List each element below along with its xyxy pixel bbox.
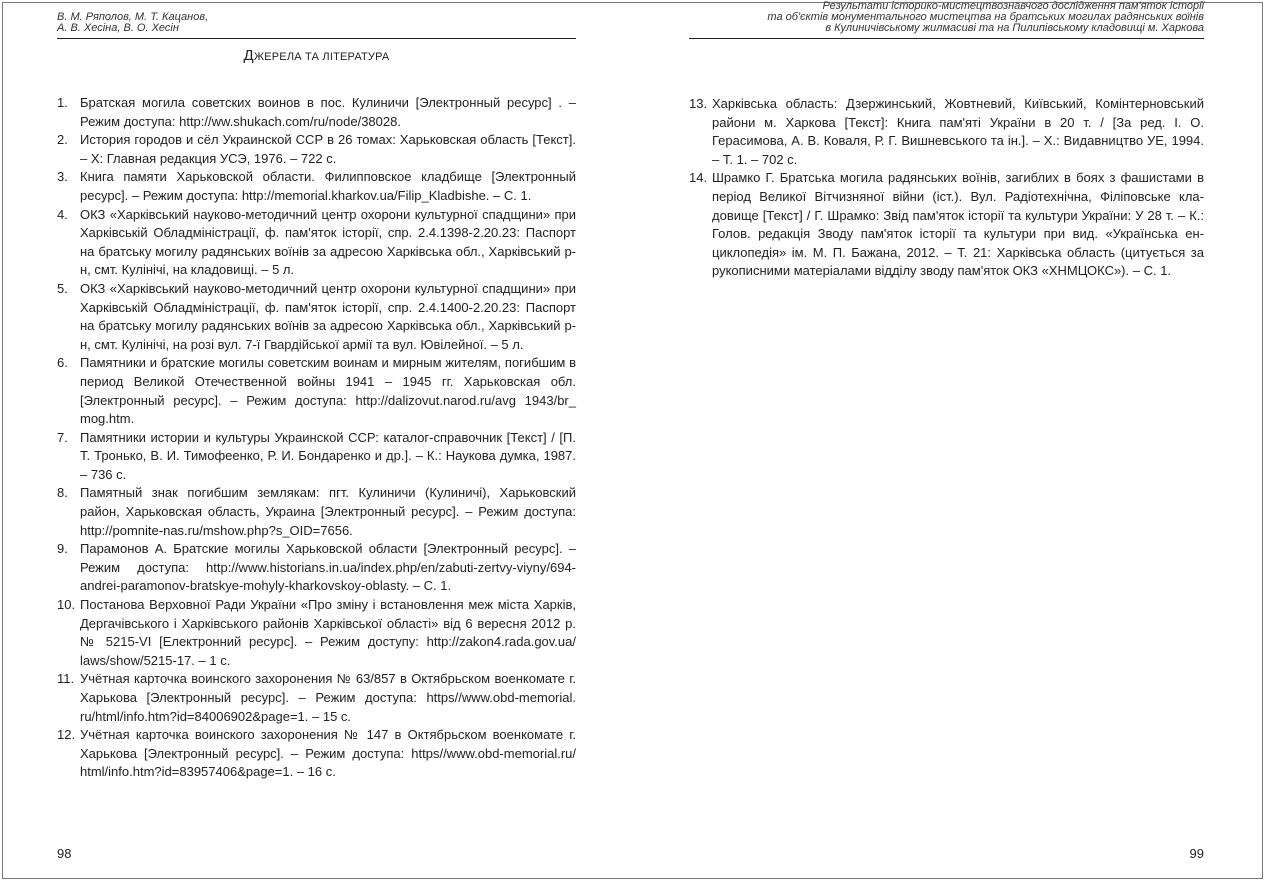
header-line: в Кулиничівському жилмасиві та на Пилипівському кладовищі м. Харкова [825,22,1204,34]
header-line: В. М. Ряполов, М. Т. Кацанов, [57,11,209,23]
reference-text: Парамонов А. Братские могилы Харьковской области [Электронный ресурс]. – Режим доступа: http://www.historians.in.ua/index.php/en/zabuti-zertvy-viyny/694-andrei-paramonov-bratskye-mohyly-kharkovskoy-oblasty. – С. 1. [80,541,576,594]
right-page [689,0,1204,883]
reference-item [57,670,576,726]
reference-number: 9. [57,541,68,557]
reference-number: 1. [57,95,68,110]
title-initial: Д [243,47,254,64]
running-header-title [689,1,1204,39]
header-line: А. В. Хесіна, В. О. Хесін [57,22,179,34]
reference-text: Памятники истории и культуры Украинской ССР: каталог-справочник [Текст] / [П. Т. Тронько, В. И. Тимофеенко, Р. И. Бондаренко и др.]. – К.: Наукова думка, 1987. – 736 с. [80,429,576,482]
running-header-authors [57,12,576,39]
reference-item [57,94,576,131]
reference-number: 10. [57,597,76,613]
reference-text: Учётная карточка воинского захоронения № 63/857 в Октябрьском военкомате г. Харькова [Электронный ресурс]. – Режим доступа: https//www.obd-memorial. ru/html/info.htm?id=84006902&page=1. – 15 с. [80,671,576,724]
reference-text: Памятники и братские могилы советским воинам и мирным жителям, погибшим в период Великой Отечественной войны 1941 – 1945 гг. Харьковская обл. [Электронный ресурс]. – Режим доступа: http://dalizovut.narod.ru/avg 1943/br_ mog.htm. [80,355,576,427]
reference-item [57,596,576,670]
reference-text: Харківська область: Дзержинський, Жовтневий, Київський, Комінтерновський райони м. Харкова [Текст]: Книга пам'яті України в 20 т. / [За ред. І. О. Герасимова, А. В. Коваля, Р. Г. Вишневського та ін.]. – Х.: Видавництво УЕ, 1994. – Т. 1. – 702 с. [712,96,1204,167]
reference-item [57,484,576,540]
header-line: Результати історико-мистецтвознавчого дослідження пам'яток історії [822,0,1204,12]
reference-text: Братская могила советских воинов в пос. Кулиничи [Электронный ресурс] . – Режим доступа: http://ww.shukach.com/ru/node/38028. [80,95,576,129]
reference-item [689,169,1204,281]
reference-item [57,540,576,596]
reference-text: ОКЗ «Харківський науково-методичний центр охорони культурної спадщини» при Харківській Обладміністрації, ф. пам'яток історії, спр. 2.4.1400-2.20.23: Паспорт на братську могилу радянських воїнів за адресою Харківська обл., Харківський р-н, смт. Кулінічі, на розі вул. 7-ї Гвардійської армії та вул. Ювілейної. – 5 л. [80,280,576,352]
page-number: 98 [57,846,72,861]
page-number: 99 [1189,846,1204,861]
reference-list [689,95,1204,281]
reference-item [57,429,576,485]
reference-item [57,726,576,782]
reference-item [57,280,576,354]
reference-number: 3. [57,169,68,185]
reference-number: 7. [57,429,68,445]
reference-number: 5. [57,280,68,296]
reference-number: 14. [689,170,708,186]
reference-number: 11. [57,671,75,687]
reference-text: ОКЗ «Харківський науково-методичний центр охорони культурної спадщини» при Харківській Обладміністрації, ф. пам'яток історії, спр. 2.4.1398-2.20.23: Паспорт на братську могилу радянських воїнів за адресою Харківська обл., Харківський р-н, смт. Кулінічі, на кладовищі. – 5 л. [80,206,576,278]
reference-item [57,168,576,205]
reference-item [57,354,576,428]
reference-text: Шрамко Г. Братська могила радянських воїнів, загиблих в боях з фашистами в період Великої Вітчизняної війни (іст.). Вул. Радіотехнічна, Філіповське кладовище [Текст] / Г. Шрамко: Звід пам'яток історії та культури України: У 28 т. – К.: Голов. редакція Зводу пам'яток історії та культури при вид. «Українська енциклопедія» ім. М. П. Бажана, 2012. – Т. 21: Харківська область (цитується за рукописними матеріалами відділу зводу пам'яток ОКЗ «ХНМЦОКС»). – С. 1. [712,170,1204,279]
header-line: та об'єктів монументального мистецтва на братських могилах радянських воїнів [767,11,1204,23]
reference-item [57,206,576,280]
reference-number: 12. [57,727,76,743]
reference-number: 8. [57,485,68,501]
reference-text: История городов и сёл Украинской ССР в 26 томах: Харьковская область [Текст]. – Х: Главная редакция УСЭ, 1976. – 722 с. [80,132,576,166]
reference-text: Учётная карточка воинского захоронения № 147 в Октябрьском военкомате г. Харькова [Электронный ресурс]. – Режим доступа: https//www.obd-memorial.ru/ html/info.htm?id=83957406&page=1. – 16 с. [80,727,576,780]
reference-number: 6. [57,355,68,371]
reference-list [57,94,576,782]
reference-text: Постанова Верховної Ради України «Про зміну і встановлення меж міста Харків, Дергачівського і Харківського районів Харківської області» від 6 вересня 2012 р. № 5215-VI [Електронний ресурс]. – Режим доступу: http://zakon4.rada.gov.ua/ laws/show/5215-17. – 1 с. [80,597,576,668]
left-page [57,0,576,883]
title-rest: ЖЕРЕЛА ТА ЛІТЕРАТУРА [253,51,390,63]
reference-text: Книга памяти Харьковской области. Филипповское кладбище [Электронный ресурс]. – Режим доступа: http://memorial.kharkov.ua/Filip_Kladbishe. – С. 1. [80,169,576,203]
reference-text: Памятный знак погибшим землякам: пгт. Кулиничи (Кулиничі), Харьковский район, Харьковская область, Украина [Электронный ресурс]. – Режим доступа: http://pomnite-nas.ru/mshow.php?s_OID=7656. [80,485,576,538]
reference-item [57,131,576,168]
reference-item [689,95,1204,169]
reference-number: 2. [57,132,68,148]
reference-number: 13. [689,96,708,111]
reference-number: 4. [57,206,68,222]
section-title [57,47,576,64]
